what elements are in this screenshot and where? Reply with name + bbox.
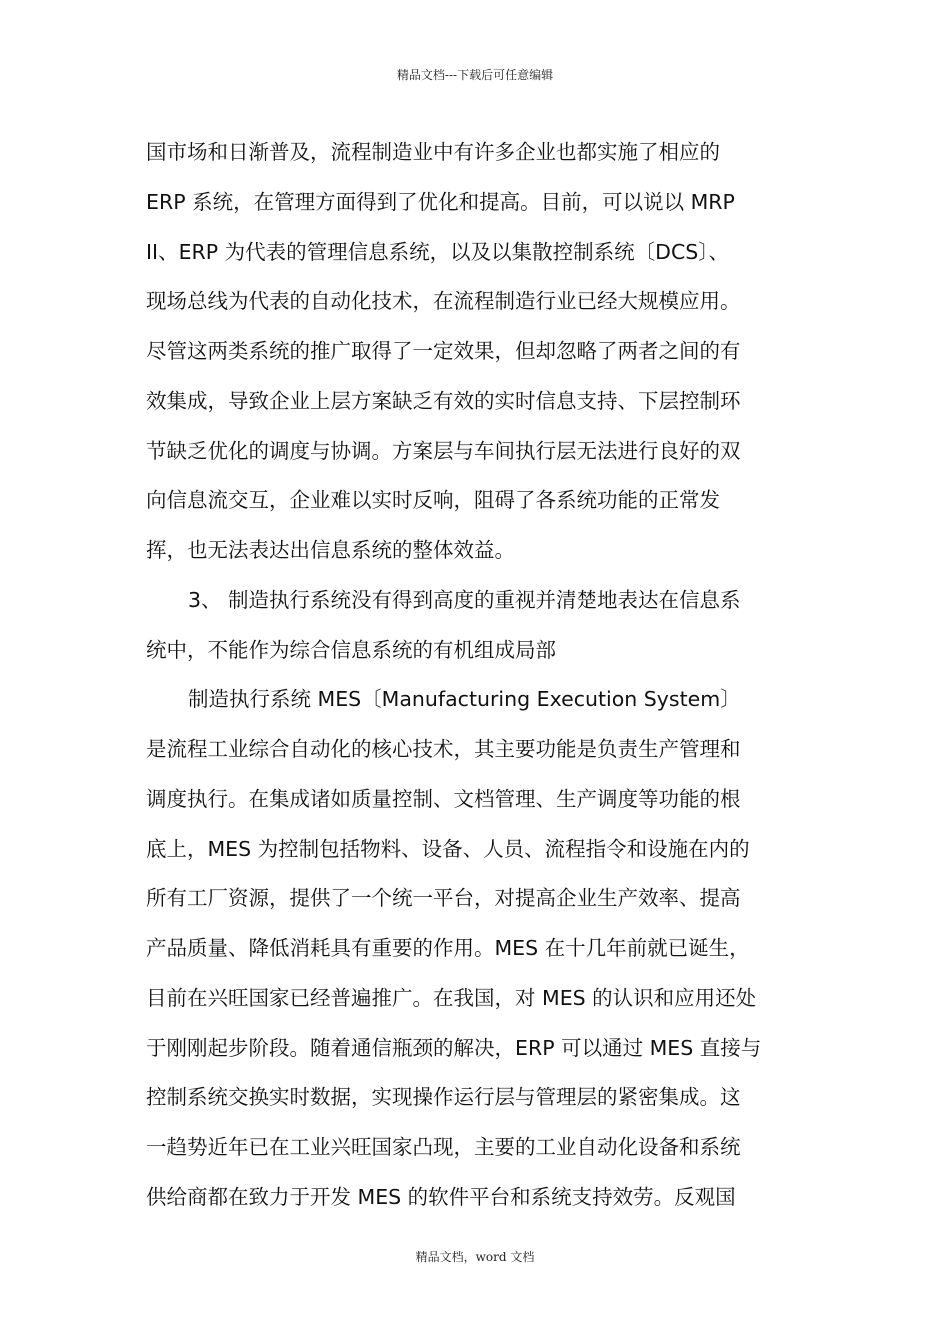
text-line: 所有工厂资源，提供了一个统一平台，对提高企业生产效率、提高 bbox=[146, 886, 741, 911]
text-line: 供给商都在致力于开发 MES 的软件平台和系统支持效劳。反观国 bbox=[146, 1184, 736, 1209]
page-footer: 精品文档，word 文档 bbox=[415, 1250, 535, 1264]
text-line: 目前在兴旺国家已经普遍推广。在我国，对 MES 的认识和应用还处 bbox=[146, 985, 757, 1010]
text-line: 现场总线为代表的自动化技术，在流程制造行业已经大规模应用。 bbox=[146, 289, 741, 314]
text-line: II、ERP 为代表的管理信息系统，以及以集散控制系统〔DCS〕、 bbox=[146, 239, 730, 264]
text-line: 底上，MES 为控制包括物料、设备、人员、流程指令和设施在内的 bbox=[146, 836, 750, 861]
text-line: 效集成，导致企业上层方案缺乏有效的实时信息支持、下层控制环 bbox=[146, 388, 741, 413]
document-body bbox=[146, 128, 816, 1223]
text-line: 是流程工业综合自动化的核心技术，其主要功能是负责生产管理和 bbox=[146, 737, 741, 761]
text-line: 挥，也无法表达出信息系统的整体效益。 bbox=[146, 538, 515, 562]
text-line: 一趋势近年已在工业兴旺国家凸现，主要的工业自动化设备和系统 bbox=[146, 1135, 741, 1159]
text-line: 控制系统交换实时数据，实现操作运行层与管理层的紧密集成。这 bbox=[146, 1085, 741, 1110]
text-line: 节缺乏优化的调度与协调。方案层与车间执行层无法进行良好的双 bbox=[146, 438, 741, 463]
text-line: ERP 系统，在管理方面得到了优化和提高。目前，可以说以 MRP bbox=[146, 189, 735, 214]
text-line: 国市场和日渐普及，流程制造业中有许多企业也都实施了相应的 bbox=[146, 140, 720, 164]
paragraph-start-line: 制造执行系统 MES〔Manufacturing Execution System〕 bbox=[188, 687, 741, 712]
section-heading-line: 3、 制造执行系统没有得到高度的重视并清楚地表达在信息系 bbox=[188, 587, 741, 612]
text-line: 向信息流交互，企业难以实时反响，阻碍了各系统功能的正常发 bbox=[146, 488, 720, 513]
section-heading-line: 统中，不能作为综合信息系统的有机组成局部 bbox=[146, 637, 556, 662]
text-line: 产品质量、降低消耗具有重要的作用。MES 在十几年前就已诞生， bbox=[146, 936, 750, 960]
page-header: 精品文档---下载后可任意编辑 bbox=[396, 68, 554, 82]
text-line: 于刚刚起步阶段。随着通信瓶颈的解决，ERP 可以通过 MES 直接与 bbox=[146, 1035, 762, 1060]
text-line: 调度执行。在集成诸如质量控制、文档管理、生产调度等功能的根 bbox=[146, 786, 741, 811]
text-line: 尽管这两类系统的推广取得了一定效果，但却忽略了两者之间的有 bbox=[146, 339, 741, 363]
